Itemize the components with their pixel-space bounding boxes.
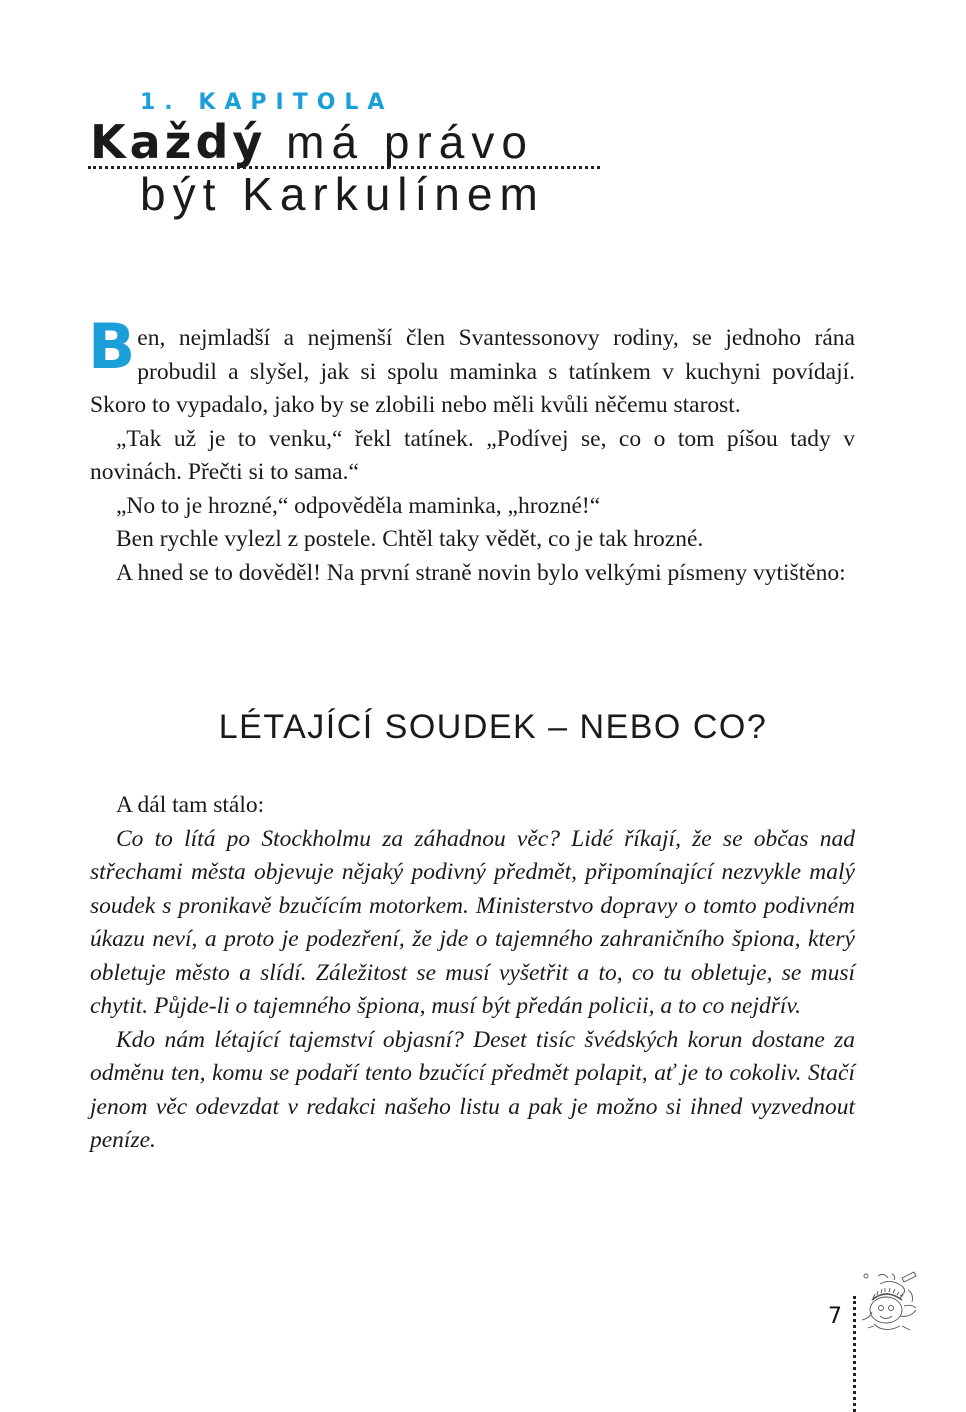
chapter-title-line2: být Karkulínem [140,168,545,220]
paragraph: „Tak už je to venku,“ řekl tatínek. „Podívej se, co o tom píšou tady v novinách. Přečti si to sama.“ [90,425,855,485]
paragraph: Ben, nejmladší a nejmenší člen Svantessonovy rodiny, se jednoho rána probudil a slyšel, jak si spolu maminka s tatínkem v kuchyni povídají. Skoro to vypadalo, jako by se zlobili nebo měli kvůli něčemu starost. [88,310,855,418]
chapter-label: 1. KAPITOLA [140,90,394,115]
italic-paragraph: Co to lítá po Stockholmu za záhadnou věc? Lidé říkají, že se občas nad střechami města objevuje nějaký podivný předmět, připomínající nezvykle malý soudek s pronikavě bzučícím motorkem. Ministerstvo dopravy o tomto podivném úkazu neví, a proto je podezření, že jde o tajemného zahraničního špiona, který obletuje město a slídí. Záležitost se musí vyšetřit a to, co tu obletuje, se musí chytit. Půjde-li o tajemného špiona, musí být předán policii, a to co nejdřív. [90,825,855,1019]
page-dotted-rule [853,1296,856,1412]
drop-cap: B [88,310,136,383]
newspaper-headline: LÉTAJÍCÍ SOUDEK – NEBO CO? [218,708,768,746]
paragraph: A dál tam stálo: [116,792,265,818]
italic-paragraph: Kdo nám létající tajemství objasní? Deset tisíc švédských korun dostane za odměnu ten, komu se podaří tento bzučící předmět polapit, ať je to cokoliv. Stačí jenom věc odevzdat v redakci našeho listu a pak je možno si ihned vyzvednout peníze. [90,1026,855,1153]
page-number: 7 [828,1304,842,1329]
chapter-title-line1 [90,116,534,168]
paragraph: „No to je hrozné,“ odpověděla maminka, „hrozné!“ [116,492,601,519]
karkulin-sketch-icon [858,1270,924,1342]
paragraph: Ben rychle vylezl z postele. Chtěl taky vědět, co je tak hrozné. [116,526,704,552]
body-text-part1 [88,310,855,590]
chapter-title-bold-word: Každý [90,115,267,169]
body-text-part2 [90,789,855,1158]
paragraph: A hned se to dověděl! Na první straně novin bylo velkými písmeny vytištěno: [116,559,846,586]
chapter-title-rest: má právo [266,116,534,168]
